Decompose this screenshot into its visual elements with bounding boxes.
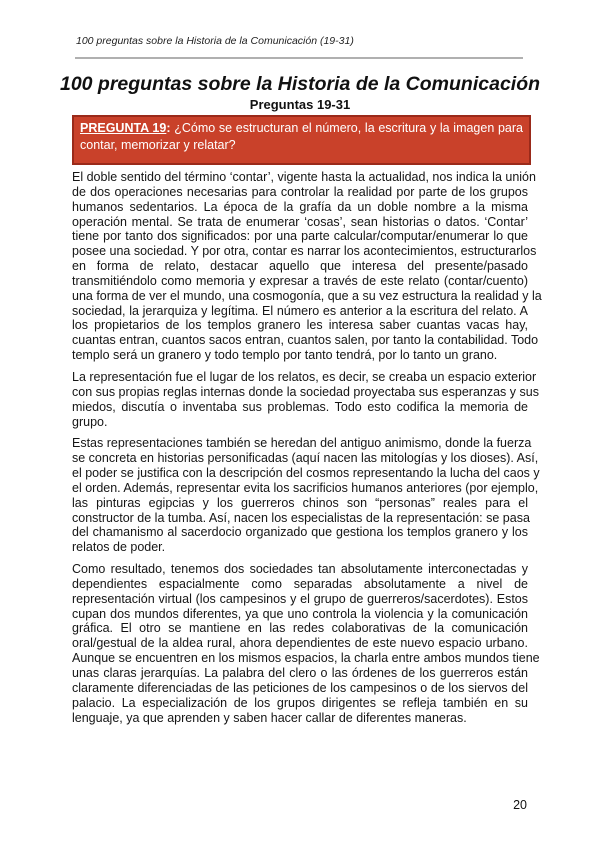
question-line: contar, memorizar y relatar? [80, 138, 236, 152]
text-line: operación mental. Se trata de enumerar ‘cosas’, sean historias o datos. ‘Contar’ [72, 214, 528, 229]
text-line: El doble sentido del término ‘contar’, vigente hasta la actualidad, nos indica la unión [72, 170, 536, 184]
text-line: del chamanismo al sacerdocio organizado que gestiona los templos granero y los [72, 525, 528, 540]
text-line: las pinturas egipcias y los guerreros chinos son “personas” reales para el [72, 495, 528, 510]
text-line: unas claras jerarquías. La palabra del clero o las órdenes de los guerreros están [72, 666, 528, 680]
text-line: grupo. [72, 414, 108, 429]
body-text [72, 170, 542, 732]
text-line: La representación fue el lugar de los relatos, es decir, se creaba un espacio exterior [72, 369, 537, 384]
paragraph [72, 369, 539, 429]
text-line: constructor de la tumba. Así, nacen los especialistas de la representación: se pasa [72, 510, 530, 525]
text-line: de dos operaciones necesarias para controlar la realidad por parte de los grupos [72, 184, 528, 199]
text-line: cupan dos mundos diferentes, ya que uno controla la violencia y la comunicación [72, 606, 528, 621]
paragraph [72, 562, 540, 725]
running-head: 100 preguntas sobre la Historia de la Comunicación (19-31) [76, 35, 354, 47]
text-line: se concreta en historias personificadas (aquí nacen las mitologías y los dioses). Así, [72, 451, 539, 466]
text-line: oral/gestual de la aldea rural, ahora dependientes de este nuevo espacio urbano. [72, 636, 528, 651]
text-line: en forma de relato, destacar aquello que interesa del presente/pasado [72, 259, 528, 274]
page-number: 20 [513, 798, 527, 812]
text-line: claramente diferenciadas de las peticiones de los campesinos o de los siervos del [72, 680, 528, 695]
text-line: Como resultado, tenemos dos sociedades tan absolutamente interconectadas y [72, 562, 528, 577]
text-line: lenguaje, ya que aprenden y saben hacer callar de diferentes maneras. [72, 710, 467, 725]
question-line [80, 120, 523, 137]
text-line: humanos sedentarios. La época de la grafía da un doble nombre a la misma [72, 199, 528, 214]
text-line: cuantas entran, cuantos sacos entran, cuantos salen, por tanto la contabilidad. Todo [72, 333, 539, 348]
text-line: Estas representaciones también se heredan del antiguo animismo, donde la fuerza [72, 436, 532, 451]
text-line: el poder se justifica con la descripción del cosmos representando la lucha del caos y [72, 466, 540, 481]
page-title: 100 preguntas sobre la Historia de la Comunicación [59, 73, 541, 95]
text-line: transmitiéndolo como memoria y expresar a través de este relato (contar/cuento) [72, 273, 528, 288]
text-line: sociedad, la jerarquiza y legítima. El número es anterior a la escritura del relato. A [72, 303, 528, 318]
paragraph [72, 436, 540, 555]
question-box [72, 115, 531, 165]
text-line: posee una sociedad. Y por otra, contar es narrar los acontecimientos, estructurarlos [72, 244, 537, 259]
text-line: relatos de poder. [72, 540, 166, 555]
page-subtitle: Preguntas 19-31 [249, 97, 351, 112]
question-colon: : [166, 121, 171, 135]
text-line: una forma de ver el mundo, una cosmogonía, que a su vez estructura la realidad y la [72, 288, 542, 303]
text-line: representación virtual (los campesinos y el grupo de guerreros/sacerdotes). Estos [72, 591, 528, 606]
text-line: Aunque se encuentren en los mismos espacios, la charla entre ambos mundos tiene [72, 651, 540, 666]
text-line: los propietarios de los templos granero les interesa saber cuantas vacas hay, [72, 318, 528, 333]
text-line: miedos, discutía o inventaba sus problemas. Todo esto codifica la memoria de [72, 399, 528, 414]
question-label: PREGUNTA 19 [80, 121, 167, 135]
question-text: ¿Cómo se estructuran el número, la escritura y la imagen para [170, 121, 523, 135]
text-line: palacio. La especialización de los grupos dirigentes se refleja también en su [72, 695, 528, 710]
text-line: el orden. Además, representar evita los sacrificios humanos anteriores (por ejemplo, [72, 480, 539, 495]
text-line: tiene por tanto dos significados: por una parte calcular/computar/enumerar lo que [72, 229, 528, 244]
text-line: con sus propias reglas internas donde la sociedad proyectaba sus esperanzas y sus [72, 384, 539, 399]
text-line: dependientes espacialmente como separadas absolutamente a nivel de [72, 576, 528, 591]
header-divider [75, 57, 523, 59]
text-line: templo será un granero y todo templo por tanto tendrá, por lo tanto un grano. [72, 348, 498, 363]
paragraph [72, 170, 542, 363]
text-line: gráfica. El otro se mantiene en las redes colaborativas de la comunicación [72, 621, 528, 636]
